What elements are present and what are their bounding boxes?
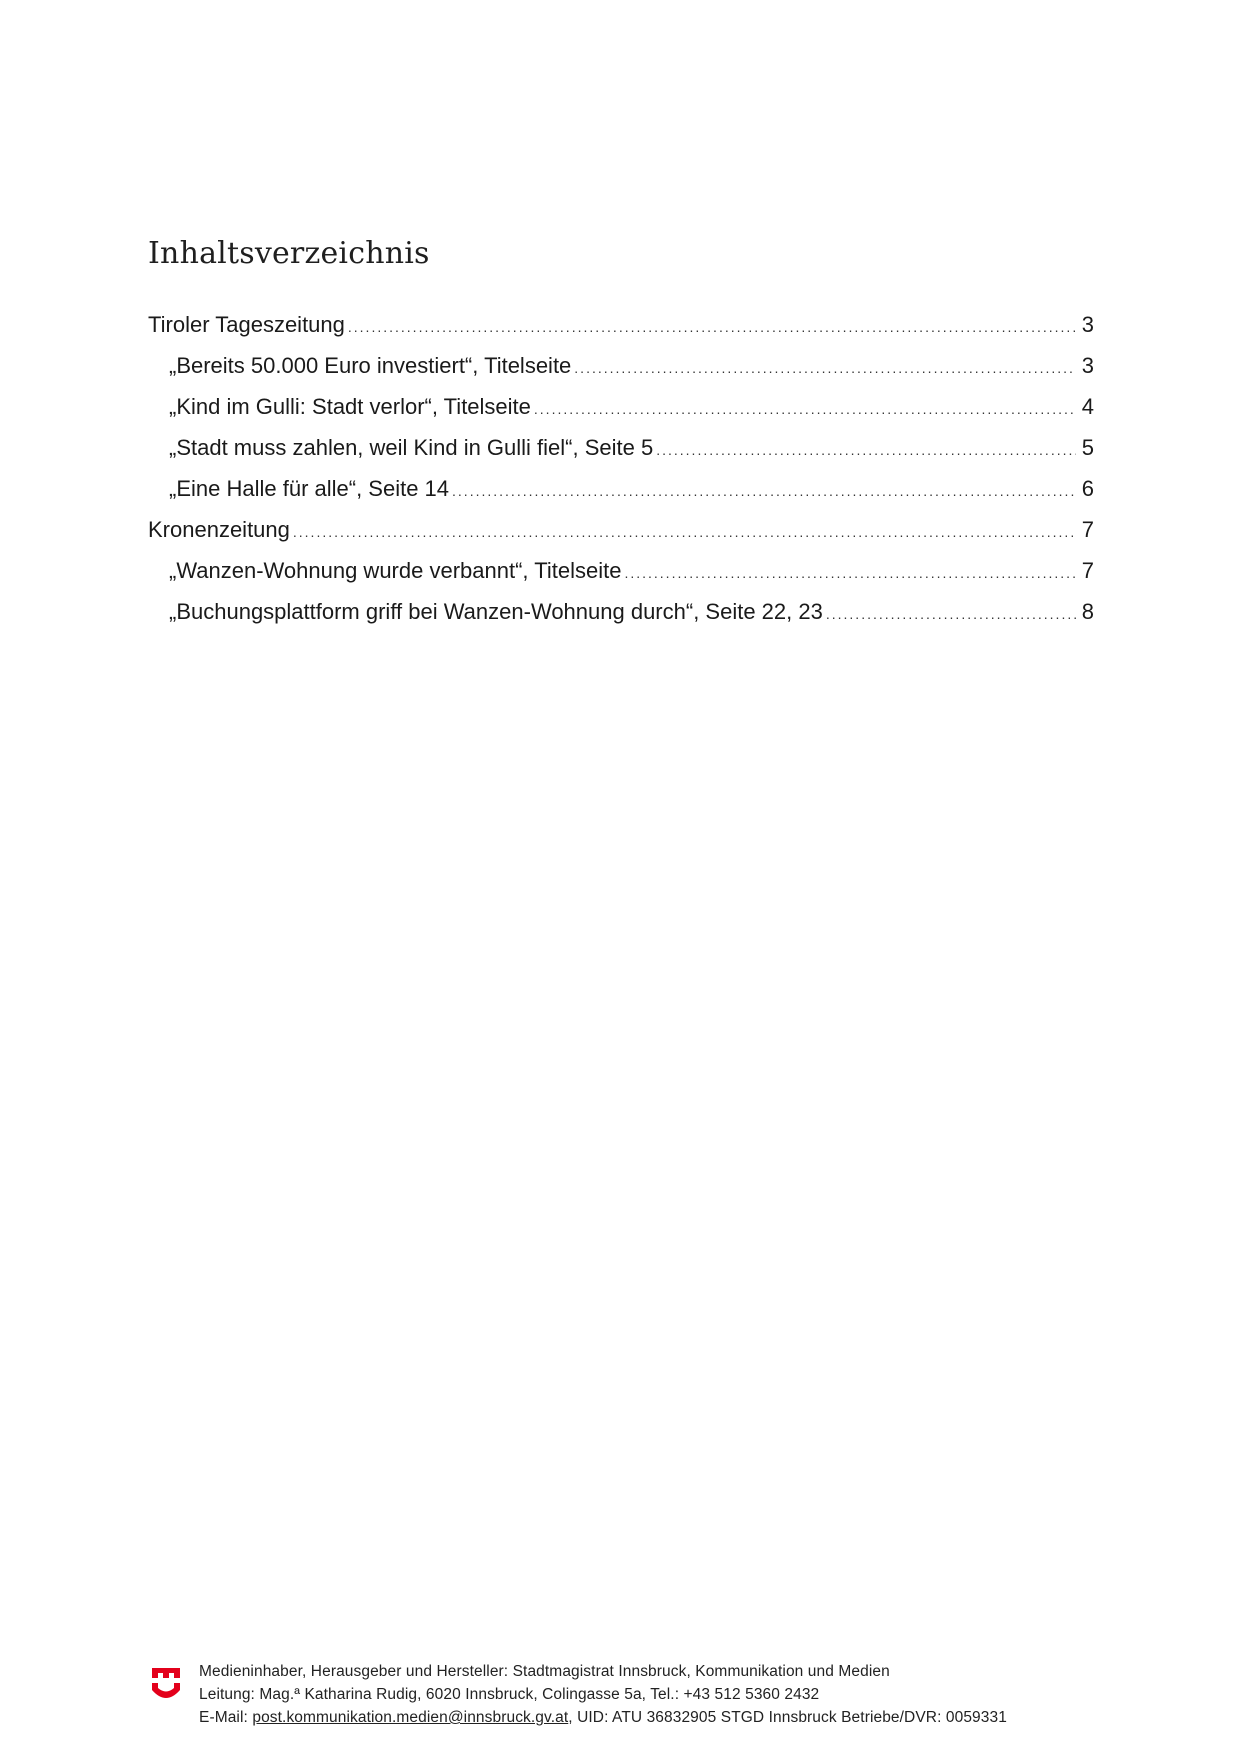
toc-dot-leader <box>452 471 1076 512</box>
toc-dot-leader <box>293 512 1076 553</box>
toc-dot-leader <box>348 307 1076 348</box>
toc-page-number: 7 <box>1081 558 1094 583</box>
toc-entry-title: Kronenzeitung <box>148 517 290 542</box>
toc-page-number: 7 <box>1081 517 1094 542</box>
toc-entry[interactable] <box>148 386 1094 427</box>
toc-dot-leader <box>624 553 1076 594</box>
toc-dot-leader <box>534 389 1076 430</box>
toc-page-number: 5 <box>1081 435 1094 460</box>
toc-heading: Inhaltsverzeichnis <box>148 236 430 271</box>
table-of-contents <box>148 304 1094 632</box>
email-label: E-Mail: <box>199 1709 253 1726</box>
toc-entry[interactable] <box>148 550 1094 591</box>
imprint-line-management: Leitung: Mag.ª Katharina Rudig, 6020 Innsbruck, Colingasse 5a, Tel.: +43 512 5360 2432 <box>199 1686 820 1703</box>
toc-entry-title: „Bereits 50.000 Euro investiert“, Titelseite <box>169 353 572 378</box>
toc-page-number: 6 <box>1081 476 1094 501</box>
toc-entry[interactable] <box>148 468 1094 509</box>
toc-dot-leader <box>826 594 1076 635</box>
toc-entry[interactable] <box>148 304 1094 345</box>
toc-entry[interactable] <box>148 345 1094 386</box>
toc-dot-leader <box>574 348 1076 389</box>
toc-page-number: 3 <box>1081 353 1094 378</box>
email-link[interactable]: post.kommunikation.medien@innsbruck.gv.at <box>252 1709 569 1726</box>
toc-page-number: 4 <box>1081 394 1094 419</box>
imprint-line-publisher: Medieninhaber, Herausgeber und Hersteller: Stadtmagistrat Innsbruck, Kommunikation und Medien <box>199 1663 890 1680</box>
imprint-text <box>199 1660 1007 1729</box>
page-footer <box>150 1660 1110 1730</box>
toc-entry-title: Tiroler Tageszeitung <box>148 312 345 337</box>
innsbruck-logo-icon <box>150 1666 182 1704</box>
toc-entry-title: „Wanzen-Wohnung wurde verbannt“, Titelseite <box>169 558 622 583</box>
uid-dvr-text: , UID: ATU 36832905 STGD Innsbruck Betriebe/DVR: 0059331 <box>568 1709 1007 1726</box>
toc-dot-leader <box>656 430 1076 471</box>
toc-entry-title: „Stadt muss zahlen, weil Kind in Gulli fiel“, Seite 5 <box>169 435 654 460</box>
toc-page-number: 8 <box>1081 599 1094 624</box>
toc-entry[interactable] <box>148 509 1094 550</box>
toc-entry[interactable] <box>148 427 1094 468</box>
toc-entry[interactable] <box>148 591 1094 632</box>
toc-entry-title: „Kind im Gulli: Stadt verlor“, Titelseite <box>169 394 531 419</box>
toc-page-number: 3 <box>1081 312 1094 337</box>
imprint-line-contact <box>199 1706 1007 1729</box>
toc-entry-title: „Buchungsplattform griff bei Wanzen-Wohnung durch“, Seite 22, 23 <box>169 599 823 624</box>
toc-entry-title: „Eine Halle für alle“, Seite 14 <box>169 476 450 501</box>
